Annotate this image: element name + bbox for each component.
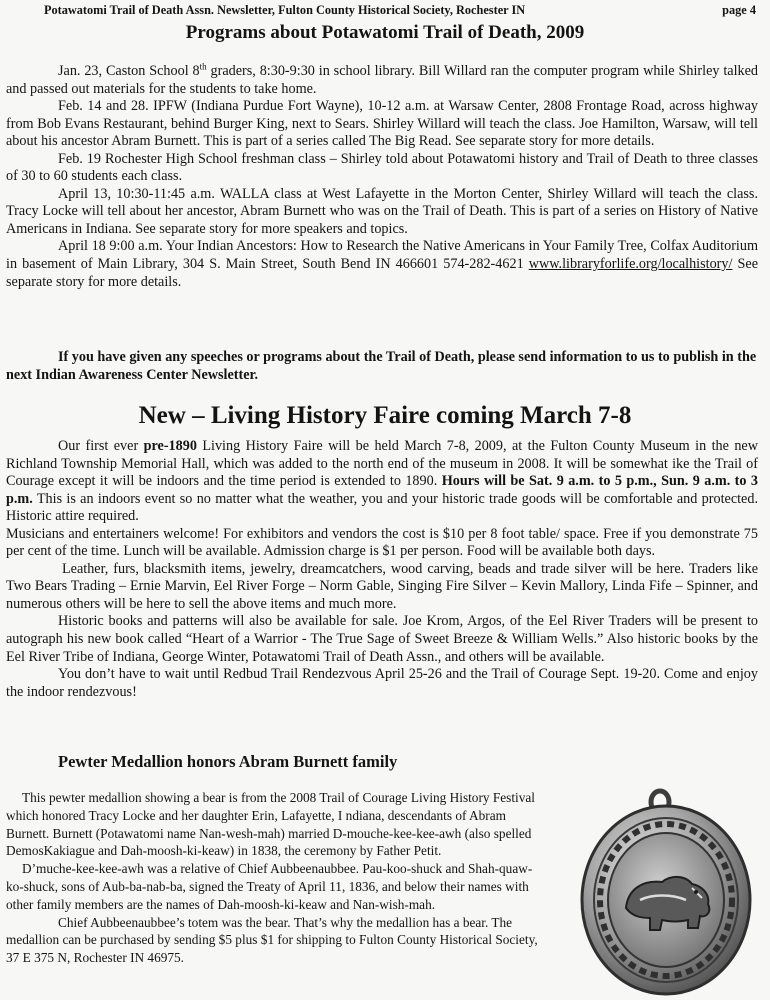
programs-heading: Programs about Potawatomi Trail of Death, 2009 [185,22,585,43]
call-for-information: If you have given any speeches or programs about the Trail of Death, please send information to us to publish in the next Indian Awareness Center Newsletter. [6,349,757,383]
program-item: Jan. 23, Caston School 8th graders, 8:30-9:30 in school library. Bill Willard ran the computer program while Shirley talked and passed out materials for the students to take home. [6,61,759,97]
faire-paragraph: Our first ever pre-1890 Living History Faire will be held March 7-8, 2009, at the Fulton County Museum in the new Richland Township Memorial Hall, which was added to the north end of the museum in 2008. It will be somewhat ike the Trail of Courage except it will be indoors and the time period is extended to 1890. Hours will be Sat. 9 a.m. to 5 p.m., Sun. 9 a.m. to 3 p.m. This is an indoors event so no matter what the weather, you and your historic trade goods will be comfortable and protected. Historic attire required. [6,438,758,525]
faire-article [6,438,758,701]
medallion-paragraph: D’muche-kee-kee-awh was a relative of Chief Aubbeenaubbee. Pau-koo-shuck and Shah-quaw-ko-shuck, sons of Aub-ba-nab-ba, signed the Treaty of April 11, 1836, and below their names with other family members are the names of Dah-moosh-ki-keaw and Nan-wish-mah. [6,861,533,912]
faire-paragraph: You don’t have to wait until Redbud Trail Rendezvous April 25-26 and the Trail of Courage Sept. 19-20. Come and enjoy the indoor rendezvous! [6,666,758,700]
medallion-paragraph: This pewter medallion showing a bear is from the 2008 Trail of Courage Living History Festival which honored Tracy Locke and her daughter Erin, Lafayette, I ndiana, descendants of Abram Burnett. Burnett (Potawatomi name Nan-wesh-mah) married D-mouche-kee-kee-awh (also spelled DemosKakiague and Dah-moosh-ki-keaw) in 1838, the ceremony by Father Petit. [6,790,535,859]
program-item: Feb. 19 Rochester High School freshman class – Shirley told about Potawatomi history and Trail of Death to three classes of 30 to 60 students each class. [6,150,758,185]
page-number: page 4 [722,3,756,17]
pewter-medallion-image [574,788,764,998]
faire-paragraph: Musicians and entertainers welcome! For exhibitors and vendors the cost is $10 per 8 foot table/ space. Free if you demonstrate 75 per cent of the time. Lunch will be available. Admission charge is $1 per person. Food will be available both days. [6,525,758,560]
faire-paragraph: Historic books and patterns will also be available for sale. Joe Krom, Argos, of the Eel River Traders will be present to autograph his new book called “Heart of a Warrior - The True Sage of Sweet Breeze & William Wells.” Also historic books by the Eel River Tribe of Indiana, George Winter, Potawatomi Trail of Death Assn., and others will be available. [6,613,758,665]
medallion-article [6,789,548,967]
program-item: April 13, 10:30-11:45 a.m. WALLA class at West Lafayette in the Morton Center, Shirley Willard will teach the class. Tracy Locke will tell about her ancestor, Abram Burnett who was on the Trail of Death. This is part of a series on History of Native Americans in Indiana. See separate story for more speakers and topics. [6,185,758,237]
program-item: Feb. 14 and 28. IPFW (Indiana Purdue Fort Wayne), 10-12 a.m. at Warsaw Center, 2808 Frontage Road, across highway from Bob Evans Restaurant, behind Burger King, next to Sears. Shirley Willard will teach the class. Joe Hamilton, Warsaw, will tell about his ancestor Abram Burnett. This is part of a series called The Big Read. See separate story for more details. [6,98,758,150]
newsletter-title: Potawatomi Trail of Death Assn. Newsletter, Fulton County Historical Society, Rochester IN [44,3,526,17]
faire-paragraph: Leather, furs, blacksmith items, jewelry, dreamcatchers, wood carving, beads and trade silver will be here. Traders like Two Bears Trading – Ernie Marvin, Eel River Forge – Norm Gable, Singing Fire Silver – Kevin Mallory, Linda Fife – Spinner, and numerous others will be here to sell the above items and much more. [6,560,758,612]
medallion-heading: Pewter Medallion honors Abram Burnett family [58,752,398,771]
program-item: April 18 9:00 a.m. Your Indian Ancestors: How to Research the Native Americans in Your Family Tree, Colfax Auditorium in basement of Main Library, 304 S. Main Street, South Bend IN 466601 574-282-4621 www.libraryforlife.org/localhistory/ See separate story for more details. [6,238,758,290]
medallion-paragraph: Chief Aubbeenaubbee’s totem was the bear. That’s why the medallion has a bear. The medallion can be purchased by sending $5 plus $1 for shipping to Fulton County Historical Society, 37 E 375 N, Rochester IN 46975. [6,914,538,966]
running-header [44,3,756,18]
faire-heading: New – Living History Faire coming March 7-8 [138,402,632,429]
programs-list [6,63,758,291]
library-link[interactable]: www.libraryforlife.org/localhistory/ [528,256,733,273]
